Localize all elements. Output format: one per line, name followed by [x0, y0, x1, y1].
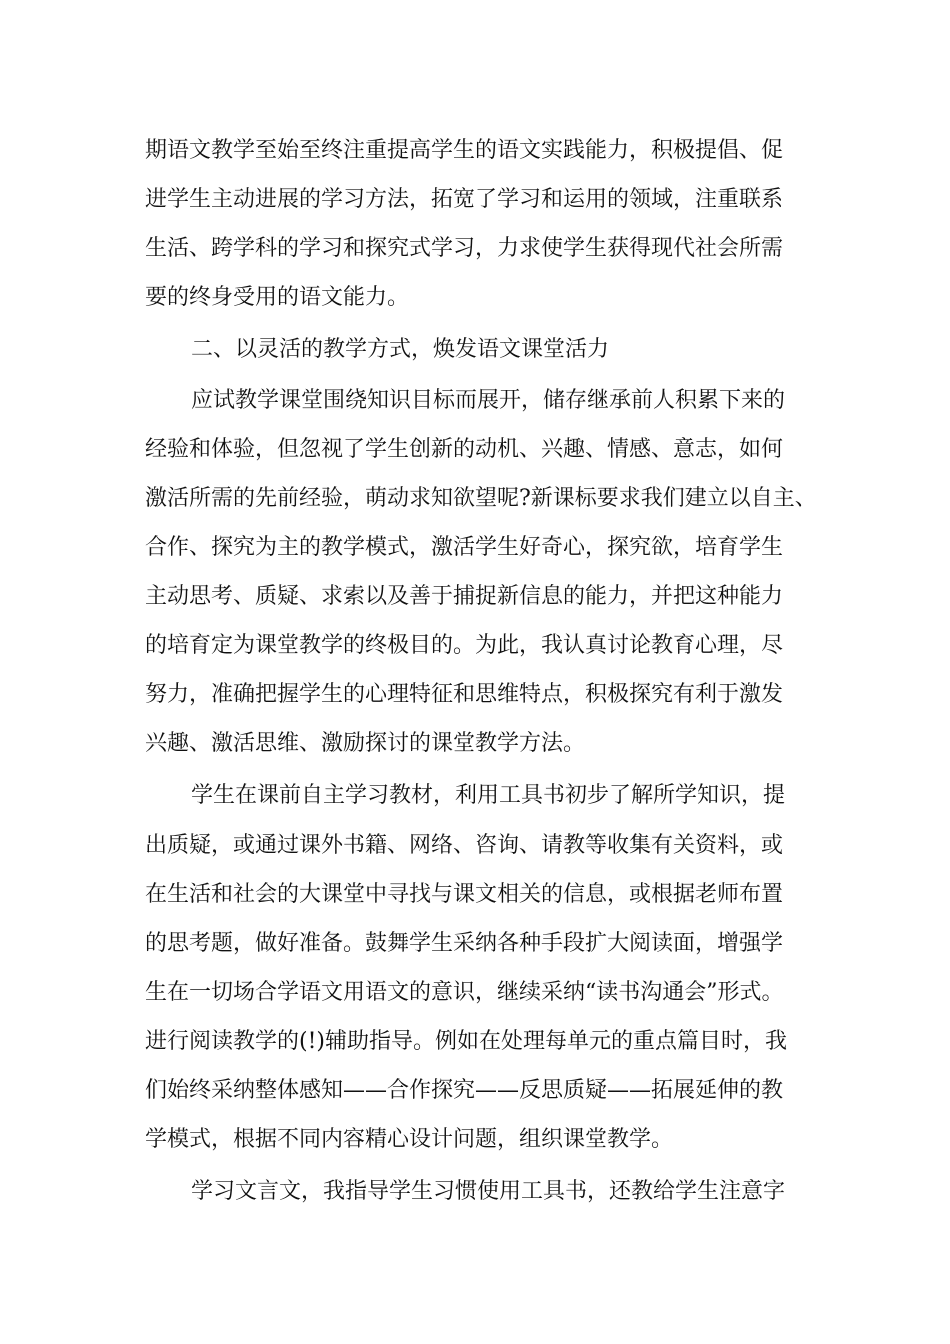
text-line: 要的终身受用的语文能力。 — [145, 285, 410, 310]
text-line: 学习文言文，我指导学生习惯使用工具书，还教给学生注意字 — [191, 1179, 786, 1204]
text-line: 激活所需的先前经验，萌动求知欲望呢?新课标要求我们建立以自主、 — [145, 486, 817, 511]
text-line: 应试教学课堂围绕知识目标而展开，储存继承前人积累下来的 — [191, 388, 786, 413]
text-line: 努力，准确把握学生的心理特征和思维特点，积极探究有利于激发 — [145, 682, 784, 707]
text-line: 学生在课前自主学习教材，利用工具书初步了解所学知识，提 — [191, 783, 786, 808]
text-line: 的思考题，做好准备。鼓舞学生采纳各种手段扩大阅读面，增强学 — [145, 931, 784, 956]
text-line: 在生活和社会的大课堂中寻找与课文相关的信息，或根据老师布置 — [145, 882, 784, 907]
text-line: 出质疑，或通过课外书籍、网络、咨询、请教等收集有关资料，或 — [145, 833, 784, 858]
text-line: 主动思考、质疑、求索以及善于捕捉新信息的能力，并把这种能力 — [145, 584, 784, 609]
text-line: 经验和体验，但忽视了学生创新的动机、兴趣、情感、意志，如何 — [145, 437, 784, 462]
text-line: 学模式，根据不同内容精心设计问题，组织课堂教学。 — [145, 1127, 674, 1152]
text-line: 们始终采纳整体感知——合作探究——反思质疑——拓展延伸的教 — [145, 1078, 784, 1103]
section-heading: 二、以灵活的教学方式，焕发语文课堂活力 — [191, 337, 610, 362]
text-line: 兴趣、激活思维、激励探讨的课堂教学方法。 — [145, 731, 586, 756]
text-line: 期语文教学至始至终注重提高学生的语文实践能力，积极提倡、促 — [145, 138, 784, 163]
text-line: 合作、探究为主的教学模式，激活学生好奇心，探究欲，培育学生 — [145, 535, 784, 560]
text-line: 进行阅读教学的(!)辅助指导。例如在处理每单元的重点篇目时，我 — [145, 1029, 788, 1054]
text-line: 生在一切场合学语文用语文的意识，继续采纳“读书沟通会”形式。 — [145, 980, 784, 1005]
text-line: 的培育定为课堂教学的终极目的。为此，我认真讨论教育心理，尽 — [145, 633, 784, 658]
text-line: 生活、跨学科的学习和探究式学习，力求使学生获得现代社会所需 — [145, 236, 784, 261]
text-line: 进学生主动进展的学习方法，拓宽了学习和运用的领域，注重联系 — [145, 187, 784, 212]
